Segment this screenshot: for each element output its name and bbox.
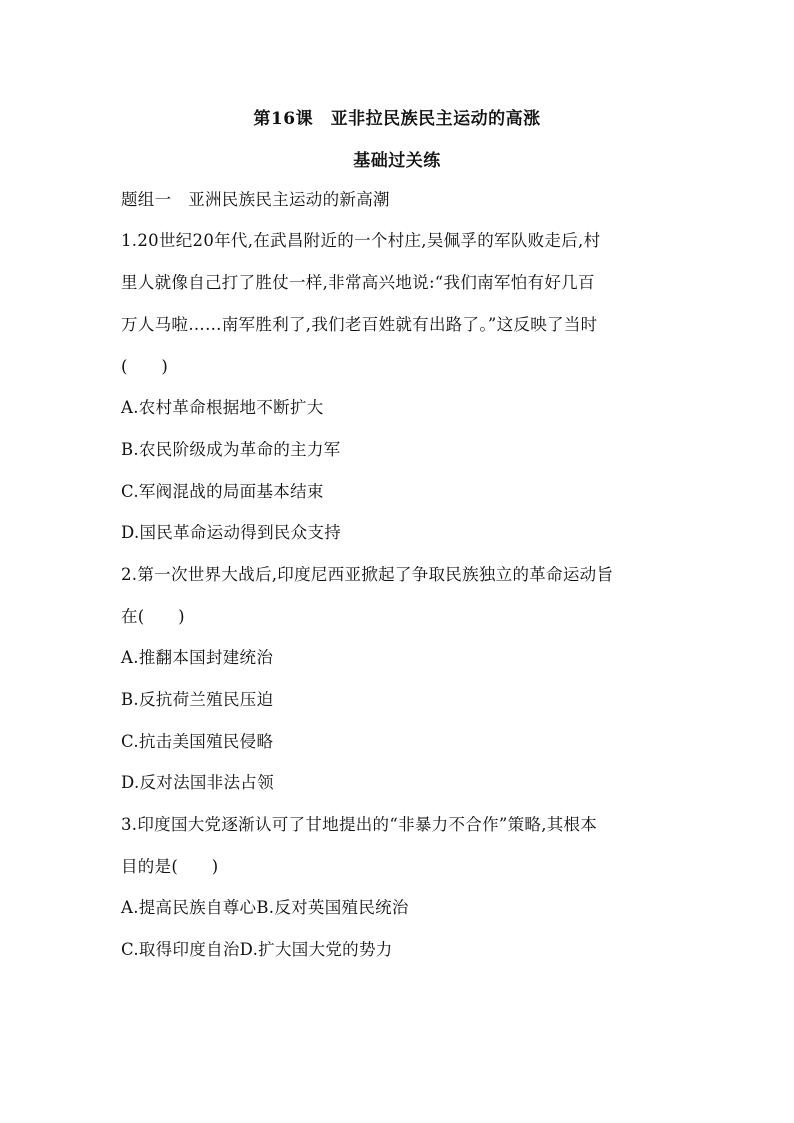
question-stem-line: 2.第一次世界大战后,印度尼西亚掀起了争取民族独立的革命运动旨 — [121, 565, 614, 584]
question-stem-line: 万人马啦……南军胜利了,我们老百姓就有出路了。”这反映了当时 — [121, 315, 598, 334]
lesson-title: 第16课 亚非拉民族民主运动的高涨 — [253, 109, 541, 129]
option-d: D.国民革命运动得到民众支持 — [121, 523, 342, 542]
question-stem-line: 1.20世纪20年代,在武昌附近的一个村庄,吴佩孚的军队败走后,村 — [121, 231, 601, 250]
option-c: C.军阀混战的局面基本结束 — [121, 482, 324, 501]
question-stem-line: 3.印度国大党逐渐认可了甘地提出的“非暴力不合作”策略,其根本 — [121, 815, 598, 834]
option-b: B.反抗荷兰殖民压迫 — [121, 690, 274, 709]
question-stem-line: 里人就像自己打了胜仗一样,非常高兴地说:“我们南军怕有好几百 — [121, 273, 595, 292]
option-b: B.农民阶级成为革命的主力军 — [121, 440, 341, 459]
option-d: D.反对法国非法占领 — [121, 773, 274, 792]
option-a: A.农村革命根据地不断扩大 — [121, 398, 324, 417]
options-a-b: A.提高民族自尊心B.反对英国殖民统治 — [121, 898, 409, 917]
lesson-subtitle: 基础过关练 — [353, 151, 441, 171]
option-c: C.抗击美国殖民侵略 — [121, 732, 274, 751]
options-c-d: C.取得印度自治D.扩大国大党的势力 — [121, 940, 393, 959]
option-a: A.推翻本国封建统治 — [121, 648, 274, 667]
question-stem-line: 目的是( ) — [121, 857, 219, 876]
section-title: 题组一 亚洲民族民主运动的新高潮 — [121, 190, 390, 209]
question-stem-line: 在( ) — [121, 607, 185, 626]
answer-blank: ( ) — [121, 357, 169, 376]
